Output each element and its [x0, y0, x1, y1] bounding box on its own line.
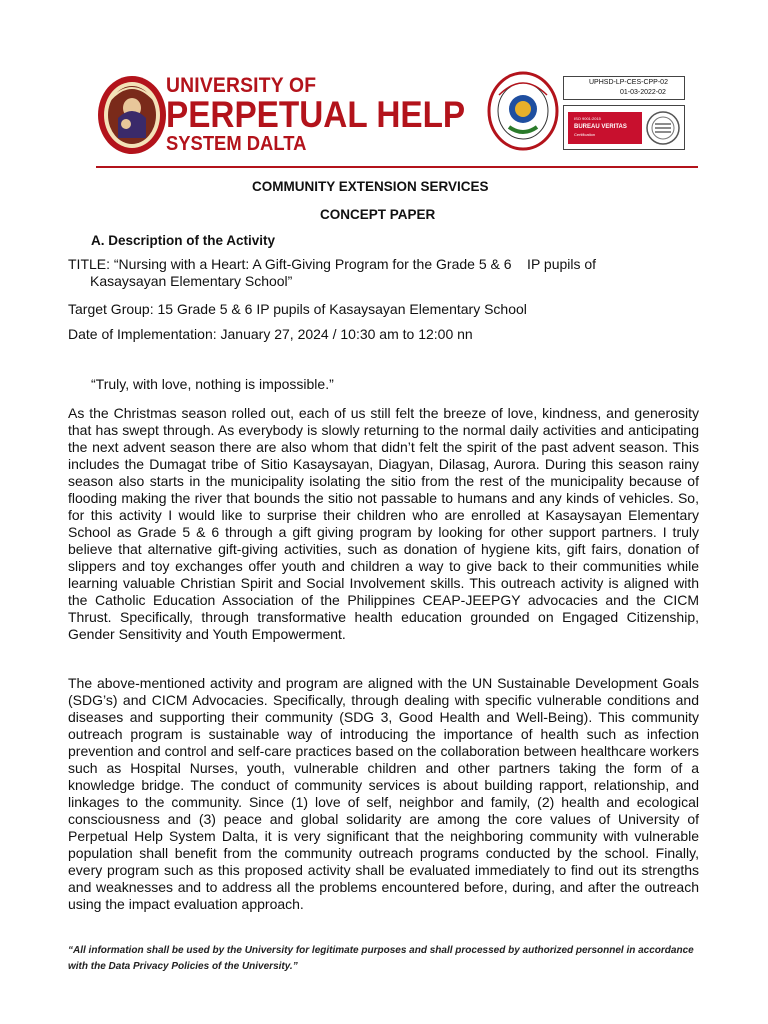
section-heading: A. Description of the Activity	[91, 233, 276, 248]
document-code: UPHSD-LP-CES-CPP-02	[589, 79, 668, 86]
body-paragraph-1: As the Christmas season rolled out, each of us still felt the breeze of love, kindness, and generosity that has swept through. As everybody is slowly returning to the normal daily activities and anticipating the next advent season there are also whom that didn’t felt the spirit of the past advent season. This includes the Dumagat tribe of Sitio Kasaysayan, Diagyan, Dilasag, Aurora. During this season rainy season also starts in the municipality isolating the sitio from the rest of the municipality because of flooding making the river that bounds the sitio not passable to humans and any kinds of vehicles. So, for this activity I would like to surprise their children who are enrolled at Kasaysayan Elementary School as Grade 5 & 6 through a gift giving program by looking for other support partners. I truly believe that alternative gift-giving activities, such as donation of hygiene kits, gift fairs, donation of slippers and toy exchanges offer youth and children a way to give back to their communities while learning valuable Christian Spirit and Social Involvement skills. This outreach activity is aligned with the Catholic Education Association of the Philippines CEAP-JEEPGY advocacies and the CICM Thrust. Specifically, through transformative health education grounded on Engaged Citizenship, Gender Sensitivity and Youth Empowerment.	[68, 405, 699, 642]
ces-seal-logo	[487, 71, 559, 151]
certifier-name: BUREAU VERITAS	[574, 124, 627, 130]
activity-title-line-2: Kasaysayan Elementary School”	[90, 273, 293, 289]
certification-label: Certification	[574, 132, 596, 137]
implementation-date: Date of Implementation: January 27, 2024 / 10:30 am to 12:00 nn	[68, 326, 473, 342]
body-paragraph-2: The above-mentioned activity and program are aligned with the UN Sustainable Development Goals (SDG’s) and CICM Advocacies. Specifically, through dealing with specific vulnerable conditions and diseases and supporting their community (SDG 3, Good Health and Well-Being). This community outreach program is sustainable way of introducing the importance of health such as infection prevention and control and self-care practices based on the collaboration between healthcare workers such as Hospital Nurses, youth, vulnerable children and other partners taking the form of a knowledge bridge. The conduct of community services is about building rapport, relationship, and linkages to the community. Since (1) love of self, neighbor and family, (2) health and ecological consciousness and (3) peace and global solidarity are among the core values of University of Perpetual Help System Dalta, it is very significant that the neighboring community with vulnerable population shall benefit from the community outreach programs conducted by the school. Finally, every program such as this proposed activity shall be evaluated immediately to find out its strengths and weaknesses and to address all the problems encountered before, during, and after the outreach using the impact evaluation approach.	[68, 675, 699, 912]
certification-badge	[563, 105, 685, 150]
document-code-box	[563, 76, 685, 100]
iso-certification-panel	[568, 112, 642, 144]
activity-title-line-1: TITLE: “Nursing with a Heart: A Gift-Giving Program for the Grade 5 & 6 IP pupils of	[68, 256, 597, 272]
document-revision-date: 01-03-2022-02	[620, 89, 666, 96]
document-type-heading: CONCEPT PAPER	[320, 207, 436, 222]
iso-standard: ISO 9001:2015	[574, 116, 601, 121]
department-heading: COMMUNITY EXTENSION SERVICES	[252, 179, 489, 194]
university-line-3: SYSTEM DALTA	[166, 133, 307, 155]
header-divider	[96, 166, 698, 168]
target-group: Target Group: 15 Grade 5 & 6 IP pupils of Kasaysayan Elementary School	[68, 301, 527, 317]
university-line-2: PERPETUAL HELP	[166, 94, 466, 135]
bureau-veritas-icon	[644, 110, 682, 146]
university-wordmark	[166, 75, 498, 154]
university-seal-logo	[96, 74, 168, 156]
university-line-1: UNIVERSITY OF	[166, 74, 317, 97]
data-privacy-note: “All information shall be used by the University for legitimate purposes and shall processed by authorized personnel in accordance with the Data Privacy Policies of the University.”	[68, 945, 694, 972]
opening-quote: “Truly, with love, nothing is impossible.”	[91, 376, 334, 392]
